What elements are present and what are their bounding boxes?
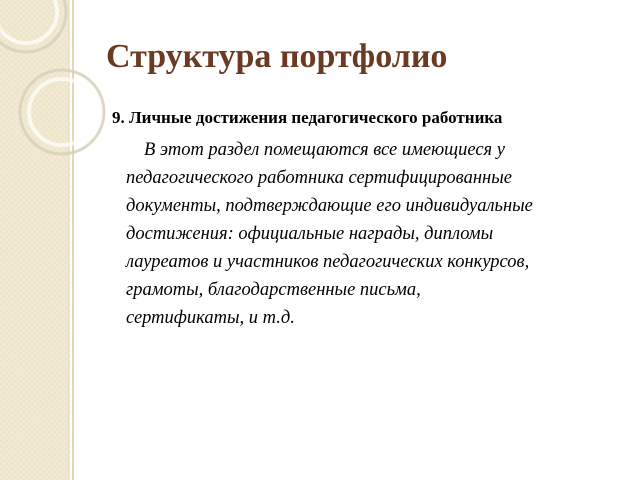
description-line: документы, подтверждающие его индивидуальные xyxy=(126,196,533,216)
slide-title: Структура портфолио xyxy=(106,38,448,75)
description-line: грамоты, благодарственные письма, xyxy=(126,280,421,300)
decorative-circles xyxy=(0,0,140,170)
section-heading: 9. Личные достижения педагогического работника xyxy=(112,108,503,127)
description-line: лауреатов и участников педагогических конкурсов, xyxy=(126,252,530,272)
description-line: сертификаты, и т.д. xyxy=(126,308,295,328)
section-description xyxy=(126,136,626,332)
description-line: В этот раздел помещаются все имеющиеся у xyxy=(144,140,505,160)
description-line: педагогического работника сертифицированные xyxy=(126,168,512,188)
description-line: достижения: официальные награды, дипломы xyxy=(126,224,494,244)
